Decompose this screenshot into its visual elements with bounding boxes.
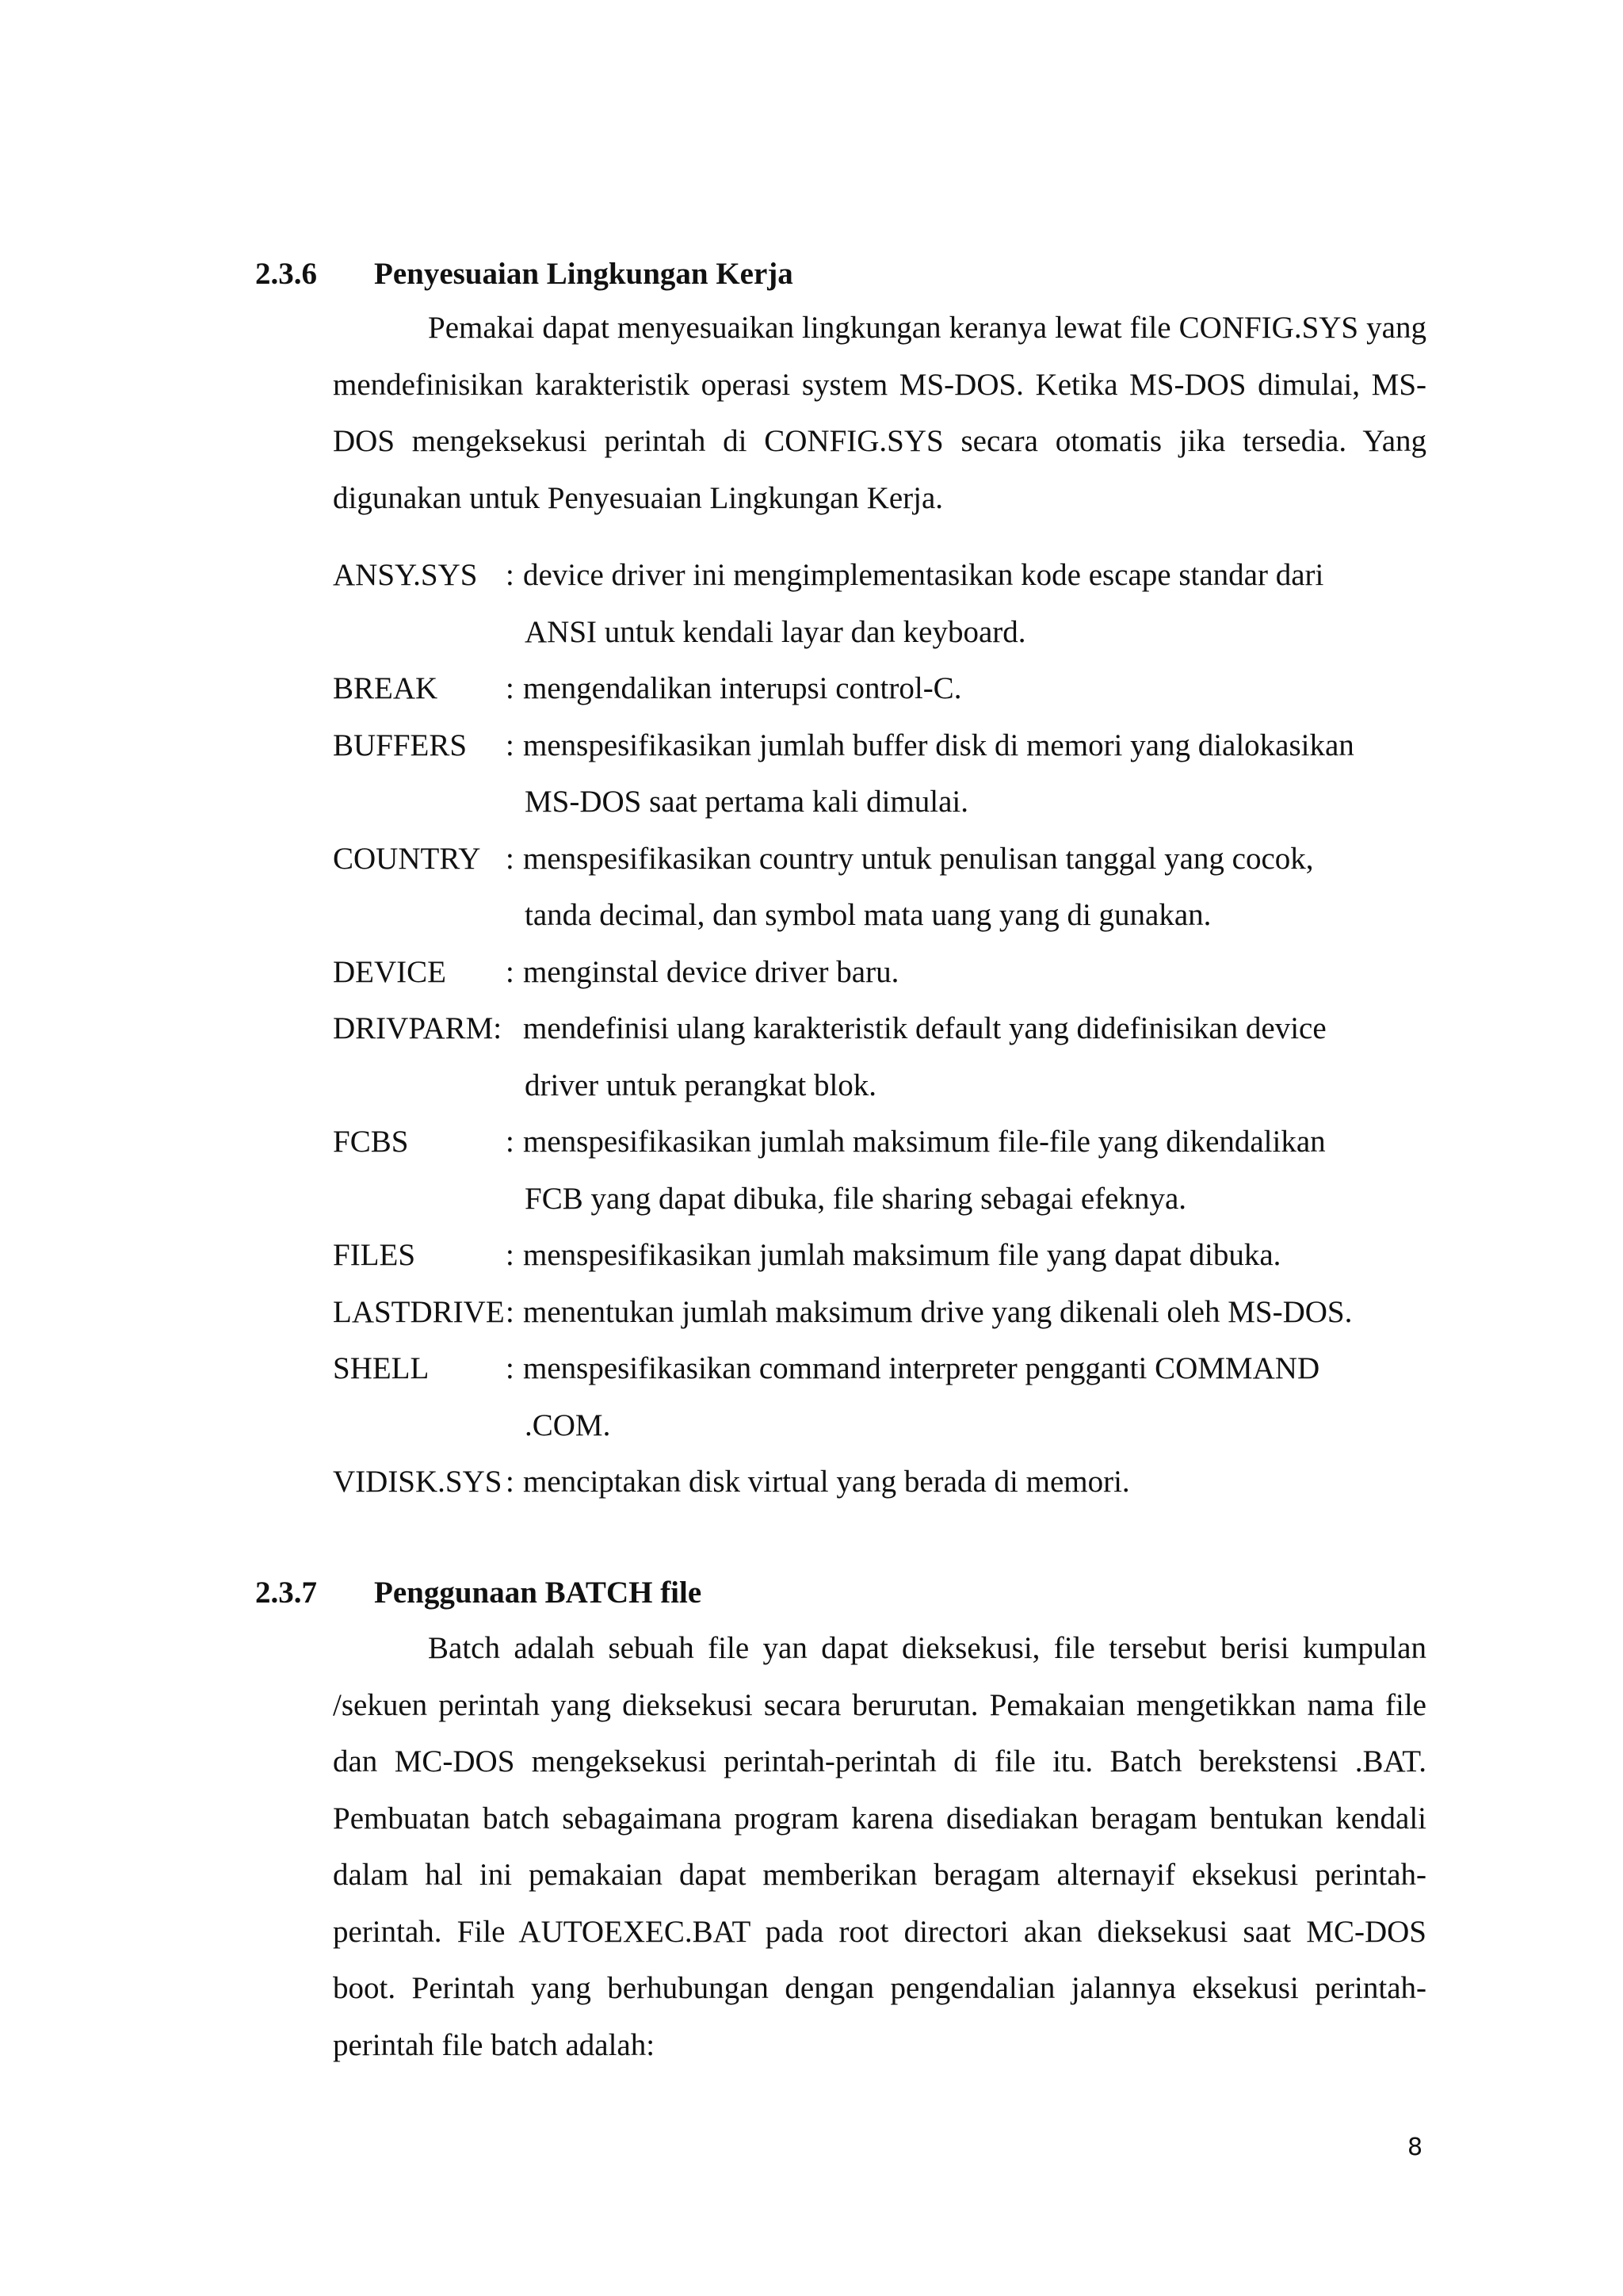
definition-desc: menspesifikasikan jumlah maksimum file-file yang dikendalikan FCB yang dapat dibuka, file sharing sebagai efeknya. [523, 1125, 1326, 1216]
definition-desc: menginstal device driver baru. [523, 954, 899, 989]
section-title: Penyesuaian Lingkungan Kerja [374, 257, 793, 291]
definition-term: COUNTRY [333, 841, 481, 876]
definition-term: BUFFERS [333, 728, 468, 762]
section-paragraph-batch: Batch adalah sebuah file yan dapat dieksekusi, file tersebut berisi kumpulan /sekuen perintah yang dieksekusi secara berurutan. Pemakaian mengetikkan nama file dan MC-DOS mengeksekusi perintah-perintah di file itu. Batch berekstensi .BAT. Pembuatan batch sebagaimana program karena disediakan beragam bentukan kendali dalam hal ini pemakaian dapat memberikan beragam alternayif eksekusi perintah-perintah. File AUTOEXEC.BAT pada root directori akan dieksekusi saat MC-DOS boot. Perintah yang berhubungan dengan pengendalian jalannya eksekusi perintah-perintah file batch adalah: [333, 1631, 1426, 2062]
definition-item: BREAK : mengendalikan interupsi control-C. [333, 660, 1458, 717]
definition-list [333, 547, 1458, 1511]
definition-item: FCBS : menspesifikasikan jumlah maksimum file-file yang dikendalikan FCB yang dapat dibuka, file sharing sebagai efeknya. [333, 1114, 1458, 1227]
section-number: 2.3.7 [255, 1576, 317, 1610]
definition-term: DEVICE [333, 954, 446, 989]
definition-desc: mendefinisi ulang karakteristik default yang didefinisikan device driver untuk perangkat blok. [523, 1011, 1327, 1102]
definition-desc: menciptakan disk virtual yang berada di memori. [523, 1465, 1130, 1499]
definition-desc: menspesifikasikan country untuk penulisan tanggal yang cocok, tanda decimal, dan symbol mata uang yang di gunakan. [523, 841, 1314, 932]
definition-desc: mengendalikan interupsi control-C. [523, 671, 962, 705]
definition-term: LASTDRIVE [333, 1294, 505, 1329]
definition-item: COUNTRY : menspesifikasikan country untuk penulisan tanggal yang cocok, tanda decimal, dan symbol mata uang yang di gunakan. [333, 831, 1458, 944]
definition-term: VIDISK.SYS [333, 1465, 502, 1499]
section-title: Penggunaan BATCH file [374, 1576, 702, 1610]
definition-desc: menspesifikasikan jumlah buffer disk di memori yang dialokasikan MS-DOS saat pertama kali dimulai. [523, 728, 1354, 819]
definition-term: BREAK [333, 671, 438, 705]
definition-item: ANSY.SYS : device driver ini mengimplementasikan kode escape standar dari ANSI untuk kendali layar dan keyboard. [333, 547, 1458, 660]
definition-item: FILES : menspesifikasikan jumlah maksimum file yang dapat dibuka. [333, 1227, 1458, 1284]
section-number: 2.3.6 [255, 257, 317, 291]
section-heading-2-3-6 [255, 255, 793, 293]
definition-item: DEVICE : menginstal device driver baru. [333, 944, 1458, 1001]
definition-item: LASTDRIVE : menentukan jumlah maksimum drive yang dikenali oleh MS-DOS. [333, 1284, 1458, 1341]
section-heading-2-3-7 [255, 1574, 701, 1612]
definition-desc: device driver ini mengimplementasikan kode escape standar dari ANSI untuk kendali layar dan keyboard. [523, 558, 1324, 649]
definition-item: BUFFERS : menspesifikasikan jumlah buffer disk di memori yang dialokasikan MS-DOS saat pertama kali dimulai. [333, 717, 1458, 831]
section-paragraph-config: Pemakai dapat menyesuaikan lingkungan keranya lewat file CONFIG.SYS yang mendefinisikan karakteristik operasi system MS-DOS. Ketika MS-DOS dimulai, MS-DOS mengeksekusi perintah di CONFIG.SYS secara otomatis jika tersedia. Yang digunakan untuk Penyesuaian Lingkungan Kerja. [333, 311, 1426, 515]
definition-desc: menspesifikasikan command interpreter pengganti COMMAND .COM. [523, 1351, 1320, 1442]
page-number: 8 [1407, 2134, 1423, 2161]
definition-term: ANSY.SYS [333, 558, 478, 592]
definition-term: DRIVPARM: [333, 1011, 502, 1045]
definition-term: SHELL [333, 1351, 430, 1385]
definition-item: VIDISK.SYS : menciptakan disk virtual yang berada di memori. [333, 1454, 1458, 1511]
definition-desc: menspesifikasikan jumlah maksimum file yang dapat dibuka. [523, 1238, 1281, 1272]
definition-term: FCBS [333, 1125, 409, 1159]
definition-desc: menentukan jumlah maksimum drive yang dikenali oleh MS-DOS. [523, 1294, 1353, 1329]
definition-item: SHELL : menspesifikasikan command interpreter pengganti COMMAND .COM. [333, 1340, 1458, 1454]
definition-term: FILES [333, 1238, 416, 1272]
definition-item [333, 1000, 1458, 1114]
